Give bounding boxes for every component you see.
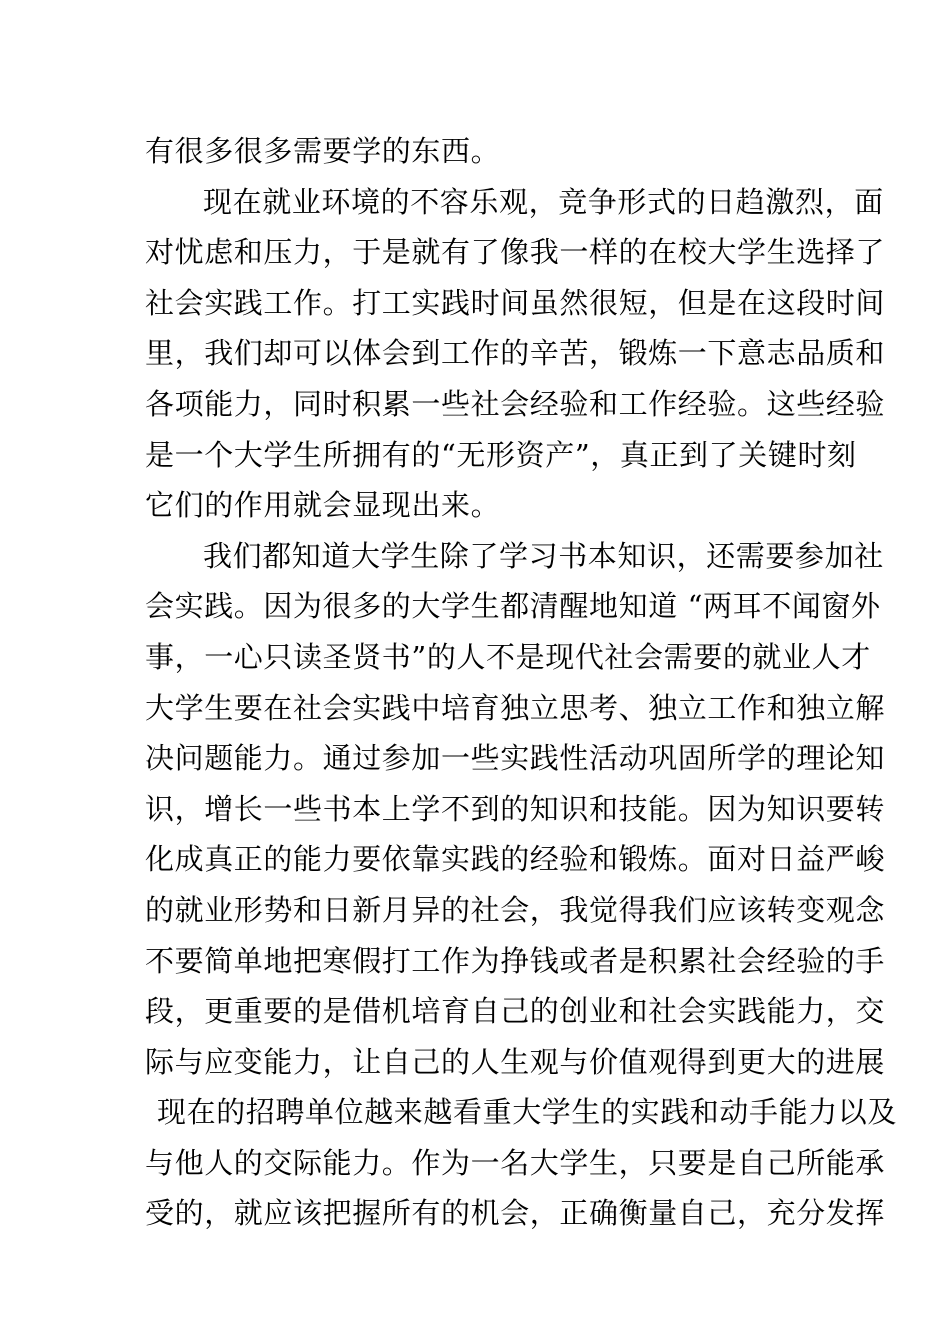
text-line: 不要简单地把寒假打工作为挣钱或者是积累社会经验的手 (145, 943, 886, 978)
text-line: 受的，就应该把握所有的机会，正确衡量自己，充分发挥 (145, 1196, 886, 1231)
text-line: 段，更重要的是借机培育自己的创业和社会实践能力，交 (145, 994, 886, 1029)
text-line: 社会实践工作。打工实践时间虽然很短，但是在这段时间 (145, 285, 886, 320)
text-line: 有很多很多需要学的东西。 (145, 134, 501, 168)
text-line: 决问题能力。通过参加一些实践性活动巩固所学的理论知 (145, 741, 886, 776)
text-line: 是一个大学生所拥有的“无形资产”，真正到了关键时刻 (145, 437, 857, 472)
text-line: 识，增长一些书本上学不到的知识和技能。因为知识要转 (145, 791, 886, 826)
text-line: 对忧虑和压力，于是就有了像我一样的在校大学生选择了 (145, 235, 886, 270)
paragraph-start-line: 我们都知道大学生除了学习书本知识，还需要参加社 (203, 538, 884, 573)
text-line: 的就业形势和日新月异的社会，我觉得我们应该转变观念 (145, 892, 886, 927)
text-line: 会实践。因为很多的大学生都清醒地知道 “两耳不闻窗外 (145, 589, 881, 624)
document-body (145, 126, 898, 1239)
text-line: 各项能力，同时积累一些社会经验和工作经验。这些经验 (145, 386, 886, 421)
text-line: 现在的招聘单位越来越看重大学生的实践和动手能力以及 (157, 1095, 898, 1130)
text-line: 里，我们却可以体会到工作的辛苦，锻炼一下意志品质和 (145, 336, 886, 371)
text-line: 事，一心只读圣贤书”的人不是现代社会需要的就业人才 (145, 639, 871, 674)
text-line: 它们的作用就会显现出来。 (145, 488, 501, 523)
text-line: 际与应变能力，让自己的人生观与价值观得到更大的进展 (145, 1044, 886, 1079)
text-line: 化成真正的能力要依靠实践的经验和锻炼。面对日益严峻 (145, 842, 886, 877)
text-line: 大学生要在社会实践中培育独立思考、独立工作和独立解 (145, 690, 886, 725)
text-line: 与他人的交际能力。作为一名大学生，只要是自己所能承 (145, 1145, 886, 1180)
paragraph-start-line: 现在就业环境的不容乐观，竞争形式的日趋激烈，面 (203, 184, 884, 219)
